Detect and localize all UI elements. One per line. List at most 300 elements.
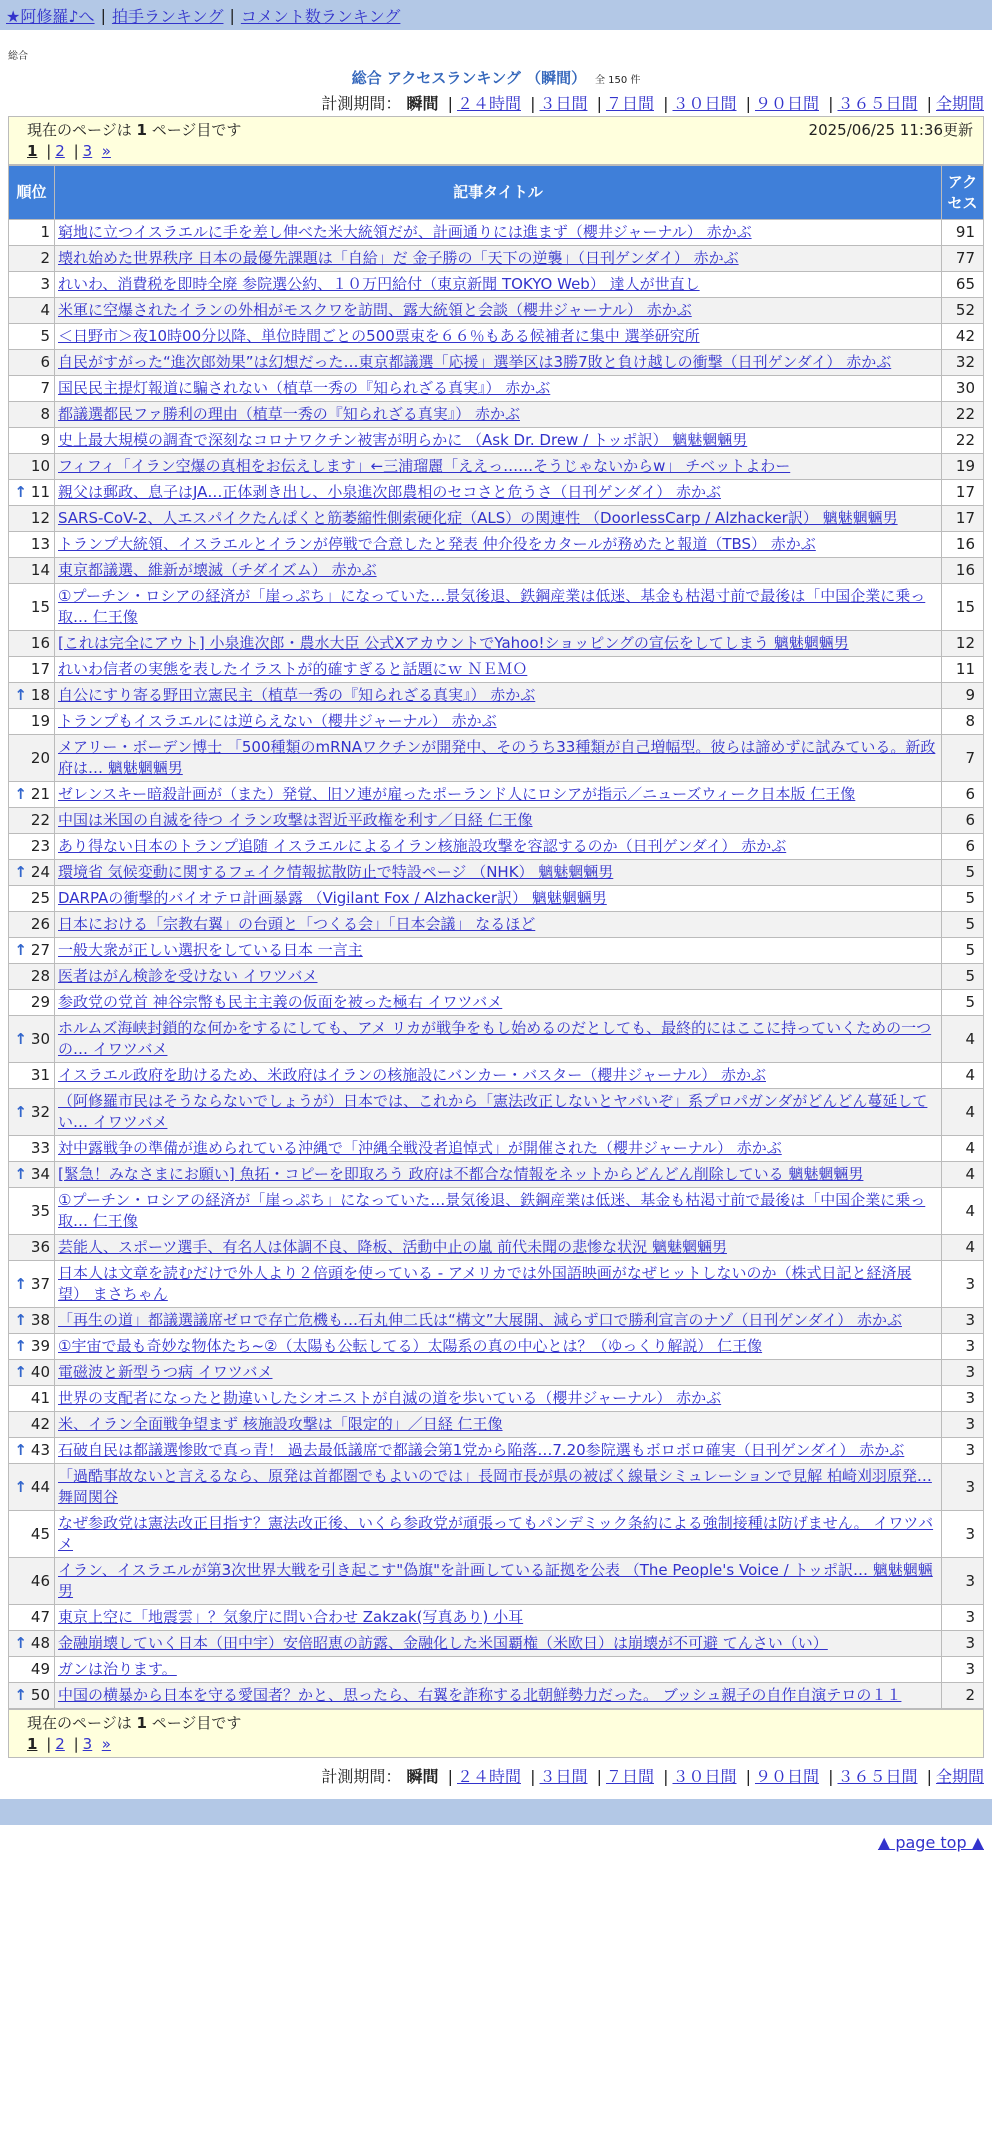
access-count: 2 — [942, 1683, 984, 1709]
table-row — [9, 1188, 984, 1235]
table-row — [9, 350, 984, 376]
rank-cell — [9, 584, 55, 631]
title-cell — [55, 1412, 942, 1438]
access-count: 6 — [942, 782, 984, 808]
table-row — [9, 1683, 984, 1709]
rank-number: 18 — [30, 686, 50, 704]
period-active: 瞬間 — [406, 1767, 439, 1786]
rank-cell — [9, 1683, 55, 1709]
rank-up-arrow-icon: ↑ — [14, 785, 27, 803]
rank-cell — [9, 1261, 55, 1308]
article-link[interactable]: ①プーチン・ロシアの経済が「崖っぷち」になっていた…景気後退、鉄鋼産業は低迷、基金も枯渇寸前で最後は「中国企業に乗っ取… 仁王像 — [58, 587, 926, 626]
article-link[interactable]: 石破自民は都議選惨敗で真っ青！ 過去最低議席で都議会第1党から陥落…7.20参院選もボロボロ確実（日刊ゲンダイ） 赤かぶ — [58, 1441, 905, 1459]
article-link[interactable]: 日本における「宗教右翼」の台頭と「つくる会」「日本会議」 なるほど — [58, 915, 536, 933]
rank-cell — [9, 1438, 55, 1464]
rank-cell — [9, 1631, 55, 1657]
rank-number: 22 — [30, 811, 50, 829]
title-cell — [55, 350, 942, 376]
access-count: 3 — [942, 1657, 984, 1683]
rank-cell — [9, 454, 55, 480]
footer-bar — [0, 1799, 992, 1825]
article-link[interactable]: トランプもイスラエルには逆らえない（櫻井ジャーナル） 赤かぶ — [58, 712, 497, 730]
rank-number: 2 — [40, 249, 50, 267]
title-cell — [55, 324, 942, 350]
article-link[interactable]: 芸能人、スポーツ選手、有名人は体調不良、降板、活動中止の嵐 前代未聞の悲惨な状況 魑魅魍魎男 — [58, 1238, 727, 1256]
rank-up-arrow-icon: ↑ — [14, 1634, 27, 1652]
rank-cell — [9, 912, 55, 938]
access-count: 5 — [942, 860, 984, 886]
access-count: 9 — [942, 683, 984, 709]
page-title: 総合 アクセスランキング （瞬間） — [351, 69, 587, 87]
rank-up-arrow-icon: ↑ — [14, 686, 27, 704]
article-link[interactable]: ＜日野市＞夜10時00分以降、単位時間ごとの500票束を６６％もある候補者に集中 選挙研究所 — [58, 327, 700, 345]
title-cell — [55, 990, 942, 1016]
rank-number: 21 — [30, 785, 50, 803]
access-count: 3 — [942, 1605, 984, 1631]
rank-cell — [9, 350, 55, 376]
rank-number: 19 — [30, 712, 50, 730]
article-link[interactable]: 壊れ始めた世界秩序 日本の最優先課題は「自給」だ 金子勝の「天下の逆襲」（日刊ゲンダイ） 赤かぶ — [58, 249, 739, 267]
rank-cell — [9, 683, 55, 709]
period-option-3d[interactable]: ３日間 — [539, 1767, 588, 1786]
table-row — [9, 1235, 984, 1261]
table-row — [9, 1605, 984, 1631]
rank-cell — [9, 1412, 55, 1438]
rank-up-arrow-icon: ↑ — [14, 1337, 27, 1355]
page-current: 1 — [27, 142, 38, 160]
article-link[interactable]: 参政党の党首 神谷宗幣も民主主義の仮面を被った極右 イワツバメ — [58, 993, 503, 1011]
title-cell — [55, 912, 942, 938]
title-cell — [55, 272, 942, 298]
article-link[interactable]: れいわ信者の実態を表したイラストが的確すぎると話題にｗ ＮＥＭＯ — [58, 660, 528, 678]
rank-cell — [9, 1464, 55, 1511]
rank-cell — [9, 428, 55, 454]
rank-up-arrow-icon: ↑ — [14, 1441, 27, 1459]
table-row — [9, 1063, 984, 1089]
article-link[interactable]: 「過酷事故ないと言えるなら、原発は首都圏でもよいのでは」長岡市長が県の被ばく線量シミュレーションで見解 柏崎刈羽原発… 舞岡関谷 — [58, 1467, 932, 1506]
rank-cell — [9, 886, 55, 912]
article-link[interactable]: 東京都議選、維新が壊滅（チダイズム） 赤かぶ — [58, 561, 377, 579]
article-link[interactable]: 親父は郵政、息子はJA…正体剥き出し、小泉進次郎農相のセコさと危うさ（日刊ゲンダイ） 赤かぶ — [58, 483, 721, 501]
access-count: 42 — [942, 324, 984, 350]
title-cell — [55, 584, 942, 631]
table-row — [9, 402, 984, 428]
title-cell — [55, 1063, 942, 1089]
article-link[interactable]: 都議選都民ファ勝利の理由（植草一秀の『知られざる真実』） 赤かぶ — [58, 405, 520, 423]
table-row — [9, 376, 984, 402]
table-row — [9, 1334, 984, 1360]
rank-number: 47 — [30, 1608, 50, 1626]
page-link-3[interactable]: 3 — [82, 1735, 93, 1753]
title-cell — [55, 480, 942, 506]
period-label: 計測期間： — [321, 1767, 402, 1786]
rank-number: 29 — [30, 993, 50, 1011]
table-row — [9, 584, 984, 631]
table-row — [9, 1261, 984, 1308]
ranking-heading — [8, 67, 984, 88]
title-cell — [55, 886, 942, 912]
title-cell — [55, 298, 942, 324]
rank-up-arrow-icon: ↑ — [14, 1311, 27, 1329]
title-cell — [55, 506, 942, 532]
article-link[interactable]: 自民がすがった“進次郎効果”は幻想だった…東京都議選「応援」選挙区は3勝7敗と負け越しの衝撃（日刊ゲンダイ） 赤かぶ — [58, 353, 892, 371]
access-count: 3 — [942, 1360, 984, 1386]
table-row — [9, 631, 984, 657]
title-cell — [55, 860, 942, 886]
access-count: 5 — [942, 964, 984, 990]
nav-link-comment-ranking[interactable]: コメント数ランキング — [240, 6, 401, 26]
period-option-30d[interactable]: ３０日間 — [672, 94, 737, 113]
table-row — [9, 1308, 984, 1334]
access-count: 12 — [942, 631, 984, 657]
article-link[interactable]: 中国は米国の自滅を待つ イラン攻撃は習近平政権を利す／日経 仁王像 — [58, 811, 533, 829]
rank-number: 16 — [30, 634, 50, 652]
title-cell — [55, 402, 942, 428]
rank-number: 11 — [30, 483, 50, 501]
article-link[interactable]: 中国の横暴から日本を守る愛国者？かと、思ったら、右翼を詐称する北朝鮮勢力だった。 ブッシュ親子の自作自演テロの１１ — [58, 1686, 902, 1704]
page-top-link[interactable]: ▲ page top ▲ — [877, 1833, 984, 1852]
access-count: 4 — [942, 1235, 984, 1261]
table-row — [9, 808, 984, 834]
table-row — [9, 1016, 984, 1063]
rank-up-arrow-icon: ↑ — [14, 1363, 27, 1381]
rank-number: 38 — [30, 1311, 50, 1329]
rank-number: 34 — [30, 1165, 50, 1183]
rank-number: 45 — [30, 1524, 50, 1543]
rank-number: 43 — [30, 1441, 50, 1459]
rank-cell — [9, 782, 55, 808]
title-cell — [55, 428, 942, 454]
page-link-2[interactable]: 2 — [55, 142, 65, 160]
article-link[interactable]: 米、イラン全面戦争望まず 核施設攻撃は「限定的」／日経 仁王像 — [58, 1415, 503, 1433]
period-option-90d[interactable]: ９０日間 — [754, 94, 819, 113]
table-row — [9, 1438, 984, 1464]
rank-number: 12 — [30, 509, 50, 527]
access-count: 16 — [942, 532, 984, 558]
article-link[interactable]: 世界の支配者になったと勘違いしたシオニストが自滅の道を歩いている（櫻井ジャーナル） 赤かぶ — [58, 1389, 722, 1407]
table-row — [9, 735, 984, 782]
rank-cell — [9, 964, 55, 990]
page-next-link[interactable]: » — [101, 1735, 111, 1753]
title-cell — [55, 631, 942, 657]
period-option-3d[interactable]: ３日間 — [539, 94, 588, 113]
section-label: 総合 — [8, 51, 28, 62]
access-count: 91 — [942, 220, 984, 246]
article-link[interactable]: 窮地に立つイスラエルに手を差し伸べた米大統領だが、計画通りには進まず（櫻井ジャーナル） 赤かぶ — [58, 223, 752, 241]
pager-top: 現在のページは 1 ページ目です 2025/06/25 11:36更新 1 | 2 | 3 » — [8, 116, 984, 165]
rank-cell — [9, 709, 55, 735]
access-count: 8 — [942, 709, 984, 735]
access-count: 7 — [942, 735, 984, 782]
table-row — [9, 272, 984, 298]
rank-number: 8 — [40, 405, 50, 423]
table-row — [9, 558, 984, 584]
page-next-link[interactable]: » — [101, 142, 111, 160]
table-row — [9, 298, 984, 324]
rank-cell — [9, 1063, 55, 1089]
rank-up-arrow-icon: ↑ — [14, 863, 27, 881]
title-cell — [55, 246, 942, 272]
title-cell — [55, 1136, 942, 1162]
title-cell — [55, 558, 942, 584]
access-count: 3 — [942, 1386, 984, 1412]
period-option-365d[interactable]: ３６５日間 — [837, 94, 918, 113]
period-option-30d[interactable]: ３０日間 — [672, 1767, 737, 1786]
rank-number: 23 — [30, 837, 50, 855]
rank-cell — [9, 1657, 55, 1683]
title-cell — [55, 1605, 942, 1631]
access-count: 4 — [942, 1136, 984, 1162]
title-cell — [55, 834, 942, 860]
access-count: 4 — [942, 1089, 984, 1136]
table-row — [9, 246, 984, 272]
access-count: 17 — [942, 506, 984, 532]
article-link[interactable]: ゼレンスキー暗殺計画が（また）発覚、旧ソ連が雇ったポーランド人にロシアが指示／ニューズウィーク日本版 仁王像 — [58, 785, 856, 803]
article-link[interactable]: 対中露戦争の準備が進められている沖縄で「沖縄全戦没者追悼式」が開催された（櫻井ジャーナル） 赤かぶ — [58, 1139, 782, 1157]
title-cell — [55, 1334, 942, 1360]
access-count: 4 — [942, 1016, 984, 1063]
article-link[interactable]: SARS-CoV-2、人エスパイクたんぱくと筋萎縮性側索硬化症（ALS）の関連性 （DoorlessCarp / Alzhacker訳） 魑魅魍魎男 — [58, 509, 898, 527]
table-row — [9, 657, 984, 683]
access-count: 3 — [942, 1464, 984, 1511]
rank-number: 20 — [30, 748, 50, 767]
article-link[interactable]: 国民民主提灯報道に騙されない（植草一秀の『知られざる真実』） 赤かぶ — [58, 379, 551, 397]
article-link[interactable]: 電磁波と新型うつ病 イワツバメ — [58, 1363, 273, 1381]
rank-number: 24 — [30, 863, 50, 881]
rank-cell — [9, 402, 55, 428]
table-row — [9, 1089, 984, 1136]
article-link[interactable]: 自公にすり寄る野田立憲民主（植草一秀の『知られざる真実』） 赤かぶ — [58, 686, 536, 704]
article-link[interactable]: 金融崩壊していく日本（田中宇）安倍昭恵の訪露、金融化した米国覇権（米欧日）は崩壊が不可避 てんさい（い） — [58, 1634, 828, 1652]
rank-number: 10 — [30, 457, 50, 475]
table-row — [9, 964, 984, 990]
title-cell — [55, 1235, 942, 1261]
article-link[interactable]: メアリー・ボーデン博士 「500種類のmRNAワクチンが開発中、そのうち33種類が自己増幅型。彼らは諦めずに試みている。新政府は… 魑魅魍魎男 — [58, 738, 936, 777]
title-cell — [55, 1464, 942, 1511]
period-option-24h[interactable]: ２４時間 — [456, 94, 521, 113]
article-link[interactable]: イラン、イスラエルが第3次世界大戦を引き起こす"偽旗"を計画している証拠を公表 （The People's Voice / トッポ訳… 魑魅魍魎男 — [58, 1561, 933, 1600]
column-header-title: 記事タイトル — [55, 166, 942, 220]
nav-separator: | — [100, 5, 106, 25]
table-row — [9, 1360, 984, 1386]
article-link[interactable]: 東京上空に「地震雲」？気象庁に問い合わせ Zakzak(写真あり) 小耳 — [58, 1608, 524, 1626]
rank-number: 33 — [30, 1139, 50, 1157]
total-count: 全 150 件 — [594, 75, 641, 86]
top-nav-bar — [0, 0, 992, 30]
period-option-365d[interactable]: ３６５日間 — [837, 1767, 918, 1786]
rank-up-arrow-icon: ↑ — [14, 941, 27, 959]
access-count: 3 — [942, 1631, 984, 1657]
period-option-24h[interactable]: ２４時間 — [456, 1767, 521, 1786]
rank-up-arrow-icon: ↑ — [14, 1686, 27, 1704]
table-row — [9, 709, 984, 735]
rank-cell — [9, 1162, 55, 1188]
article-link[interactable]: [緊急！みなさまにお願い] 魚拓・コピーを即取ろう 政府は不都合な情報をネットからどんどん削除している 魑魅魍魎男 — [58, 1165, 864, 1183]
nav-link-ashura[interactable]: ★阿修羅♪へ — [6, 6, 95, 26]
page-status: 現在のページは 1 ページ目です — [27, 1714, 242, 1732]
rank-cell — [9, 1360, 55, 1386]
table-row — [9, 220, 984, 246]
access-count: 3 — [942, 1334, 984, 1360]
nav-separator: | — [229, 5, 235, 25]
rank-cell — [9, 298, 55, 324]
period-option-7d[interactable]: ７日間 — [605, 1767, 654, 1786]
period-selector-bottom: 計測期間： 瞬間 | ２４時間 | ３日間 | ７日間 | ３０日間 | ９０日間 | ３６５日間 | 全期間 — [321, 1767, 984, 1786]
rank-cell — [9, 1235, 55, 1261]
access-count: 15 — [942, 584, 984, 631]
rank-number: 50 — [30, 1686, 50, 1704]
title-cell — [55, 657, 942, 683]
table-row — [9, 1136, 984, 1162]
article-link[interactable]: トランプ大統領、イスラエルとイランが停戦で合意したと発表 仲介役をカタールが務めたと報道（TBS） 赤かぶ — [58, 535, 816, 553]
access-count: 4 — [942, 1188, 984, 1235]
table-row — [9, 683, 984, 709]
rank-cell — [9, 1605, 55, 1631]
column-header-rank: 順位 — [9, 166, 55, 220]
table-row — [9, 1631, 984, 1657]
title-cell — [55, 454, 942, 480]
period-option-all[interactable]: 全期間 — [935, 94, 984, 113]
rank-number: 27 — [30, 941, 50, 959]
table-row — [9, 990, 984, 1016]
table-row — [9, 532, 984, 558]
table-row — [9, 1511, 984, 1558]
period-option-90d[interactable]: ９０日間 — [754, 1767, 819, 1786]
title-cell — [55, 1438, 942, 1464]
title-cell — [55, 1511, 942, 1558]
title-cell — [55, 1261, 942, 1308]
table-row — [9, 834, 984, 860]
rank-cell — [9, 1136, 55, 1162]
rank-cell — [9, 808, 55, 834]
article-link[interactable]: 一般大衆が正しい選択をしている日本 一言主 — [58, 941, 363, 959]
table-row — [9, 506, 984, 532]
table-row — [9, 1558, 984, 1605]
period-option-7d[interactable]: ７日間 — [605, 94, 654, 113]
article-link[interactable]: ①プーチン・ロシアの経済が「崖っぷち」になっていた…景気後退、鉄鋼産業は低迷、基金も枯渇寸前で最後は「中国企業に乗っ取… 仁王像 — [58, 1191, 926, 1230]
title-cell — [55, 1360, 942, 1386]
nav-link-clap-ranking[interactable]: 拍手ランキング — [111, 6, 224, 26]
rank-cell — [9, 220, 55, 246]
rank-number: 4 — [40, 301, 50, 319]
article-link[interactable]: 日本人は文章を読むだけで外人より２倍頭を使っている - アメリカでは外国語映画がなぜヒットしないのか（株式日記と経済展望） まさちゃん — [58, 1264, 912, 1303]
access-count: 3 — [942, 1412, 984, 1438]
rank-cell — [9, 1386, 55, 1412]
article-link[interactable]: 米軍に空爆されたイランの外相がモスクワを訪問、露大統領と会談（櫻井ジャーナル） 赤かぶ — [58, 301, 692, 319]
article-link[interactable]: DARPAの衝撃的バイオテロ計画暴露 （Vigilant Fox / Alzhacker訳） 魑魅魍魎男 — [58, 889, 607, 907]
rank-cell — [9, 480, 55, 506]
period-active: 瞬間 — [406, 94, 439, 113]
title-cell — [55, 1162, 942, 1188]
article-link[interactable]: ホルムズ海峡封鎖的な何かをするにしても、アメ リカが戦争をもし始めるのだとしても、最終的にはここに持っていくための一つの… イワツバメ — [58, 1019, 932, 1058]
title-cell — [55, 1657, 942, 1683]
article-link[interactable]: 史上最大規模の調査で深刻なコロナワクチン被害が明らかに （Ask Dr. Drew / トッポ訳） 魑魅魍魎男 — [58, 431, 748, 449]
article-link[interactable]: （阿修羅市民はそうならないでしょうが）日本では、これから「憲法改正しないとヤバいぞ」系プロパガンダがどんどん蔓延してい… イワツバメ — [58, 1092, 928, 1131]
pager-bottom: 現在のページは 1 ページ目です 1 | 2 | 3 » — [8, 1709, 984, 1758]
table-row — [9, 782, 984, 808]
title-cell — [55, 1089, 942, 1136]
ranking-rows — [9, 220, 984, 1709]
rank-up-arrow-icon: ↑ — [14, 1102, 27, 1121]
access-count: 5 — [942, 912, 984, 938]
article-link[interactable]: 環境省 気候変動に関するフェイク情報拡散防止で特設ページ （NHK） 魑魅魍魎男 — [58, 863, 614, 881]
article-link[interactable]: イスラエル政府を助けるため、米政府はイランの核施設にバンカー・バスター（櫻井ジャーナル） 赤かぶ — [58, 1066, 766, 1084]
table-row — [9, 860, 984, 886]
title-cell — [55, 964, 942, 990]
page-link-3[interactable]: 3 — [82, 142, 93, 160]
rank-number: 41 — [30, 1389, 50, 1407]
rank-number: 40 — [30, 1363, 50, 1381]
title-cell — [55, 1386, 942, 1412]
access-count: 3 — [942, 1261, 984, 1308]
rank-up-arrow-icon: ↑ — [14, 1165, 27, 1183]
table-row — [9, 1464, 984, 1511]
rank-number: 9 — [40, 431, 50, 449]
table-row — [9, 1162, 984, 1188]
access-count: 11 — [942, 657, 984, 683]
article-link[interactable]: [これは完全にアウト] 小泉進次郎・農水大臣 公式XアカウントでYahoo!ショッピングの宣伝をしてしまう 魑魅魍魎男 — [58, 634, 849, 652]
rank-cell — [9, 990, 55, 1016]
title-cell — [55, 938, 942, 964]
article-link[interactable]: あり得ない日本のトランプ追随 イスラエルによるイラン核施設攻撃を容認するのか（日刊ゲンダイ） 赤かぶ — [58, 837, 787, 855]
rank-cell — [9, 1089, 55, 1136]
table-row — [9, 1657, 984, 1683]
rank-number: 44 — [30, 1477, 50, 1496]
rank-number: 32 — [30, 1102, 50, 1121]
rank-cell — [9, 735, 55, 782]
rank-number: 7 — [40, 379, 50, 397]
ranking-table — [8, 165, 984, 1709]
rank-cell — [9, 1558, 55, 1605]
rank-number: 5 — [40, 327, 50, 345]
article-link[interactable]: れいわ、消費税を即時全廃 参院選公約、１０万円給付（東京新聞 TOKYO Web） 達人が世直し — [58, 275, 700, 293]
article-link[interactable]: フィフィ「イラン空爆の真相をお伝えします」←三浦瑠麗「ええっ……そうじゃないからw」 チベットよわー — [58, 457, 791, 475]
rank-number: 26 — [30, 915, 50, 933]
rank-cell — [9, 324, 55, 350]
table-row — [9, 480, 984, 506]
title-cell — [55, 376, 942, 402]
table-row — [9, 454, 984, 480]
access-count: 30 — [942, 376, 984, 402]
access-count: 65 — [942, 272, 984, 298]
period-option-all[interactable]: 全期間 — [935, 1767, 984, 1786]
rank-cell — [9, 376, 55, 402]
rank-number: 17 — [30, 660, 50, 678]
page-link-2[interactable]: 2 — [55, 1735, 65, 1753]
rank-number: 42 — [30, 1415, 50, 1433]
rank-cell — [9, 558, 55, 584]
article-link[interactable]: ガンは治ります。 — [58, 1660, 177, 1678]
access-count: 19 — [942, 454, 984, 480]
table-row — [9, 1386, 984, 1412]
title-cell — [55, 735, 942, 782]
article-link[interactable]: 「再生の道」都議選議席ゼロで存亡危機も…石丸伸二氏は“構文”大展開、減らず口で勝利宣言のナゾ（日刊ゲンダイ） 赤かぶ — [58, 1311, 902, 1329]
table-row — [9, 912, 984, 938]
title-cell — [55, 1683, 942, 1709]
article-link[interactable]: 医者はがん検診を受けない イワツバメ — [58, 967, 318, 985]
article-link[interactable]: なぜ参政党は憲法改正目指す？憲法改正後、いくら参政党が頑張ってもパンデミック条約による強制接種は防げません。 イワツバメ — [58, 1514, 934, 1553]
page-current: 1 — [27, 1735, 38, 1753]
access-count: 22 — [942, 428, 984, 454]
table-row — [9, 938, 984, 964]
access-count: 4 — [942, 1162, 984, 1188]
period-selector: 計測期間： 瞬間 | ２４時間 | ３日間 | ７日間 | ３０日間 | ９０日間 | ３６５日間 | 全期間 — [321, 94, 984, 113]
title-cell — [55, 1631, 942, 1657]
rank-up-arrow-icon: ↑ — [14, 1274, 27, 1293]
access-count: 6 — [942, 834, 984, 860]
article-link[interactable]: ①宇宙で最も奇妙な物体たち~②（太陽も公転してる）太陽系の真の中心とは？（ゆっくり解説） 仁王像 — [58, 1337, 763, 1355]
period-label: 計測期間： — [321, 94, 402, 113]
